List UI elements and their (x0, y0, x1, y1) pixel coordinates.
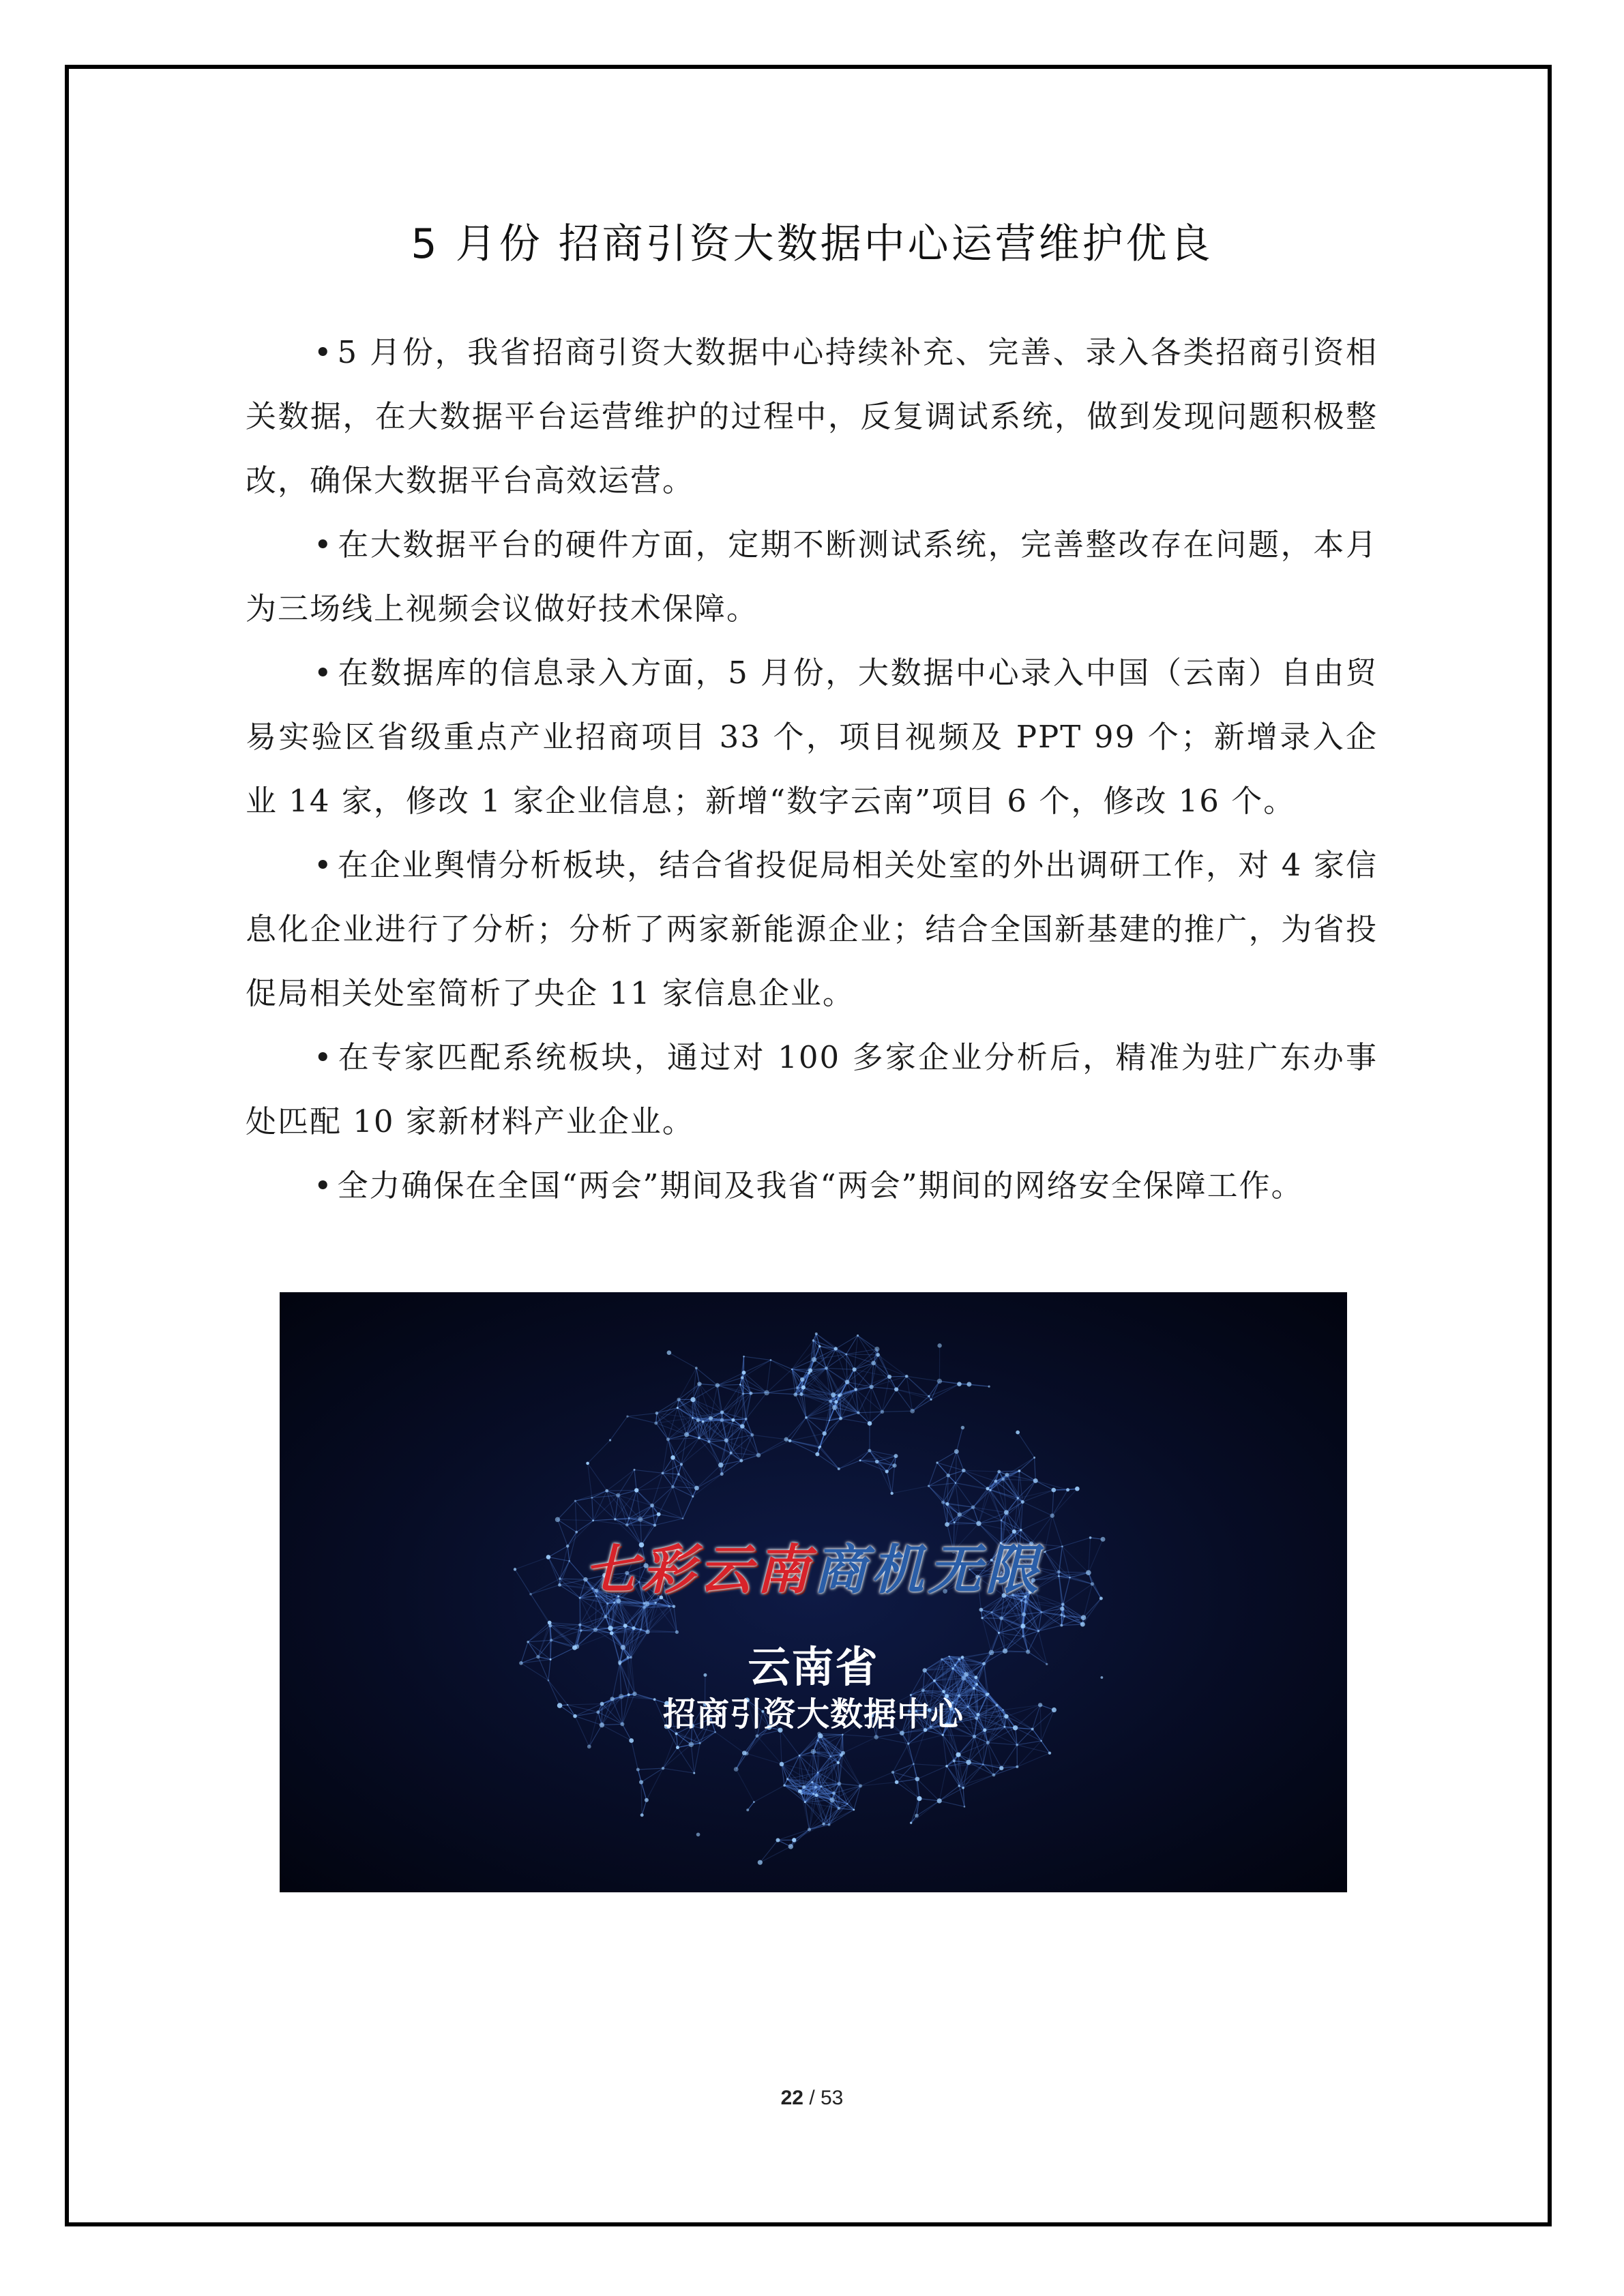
paragraph-text: 在数据库的信息录入方面，5 月份，大数据中心录入中国（云南）自由贸易实验区省级重点产业招商项目 33 个，项目视频及 PPT 99 个；新增录入企业 14 家，修改 1 家企业信息；新增“数字云南”项目 6 个，修改 16 个。 (246, 655, 1378, 819)
bullet-paragraph (246, 641, 1378, 833)
body-text (246, 320, 1378, 1218)
bullet-paragraph (246, 1154, 1378, 1218)
paragraph-text: 在大数据平台的硬件方面，定期不断测试系统，完善整改存在问题，本月为三场线上视频会议做好技术保障。 (246, 526, 1378, 627)
paragraph-text: 5 月份，我省招商引资大数据中心持续补充、完善、录入各类招商引资相关数据，在大数据平台运营维护的过程中，反复调试系统，做到发现问题积极整改，确保大数据平台高效运营。 (246, 334, 1378, 498)
banner-center-name: 招商引资大数据中心 (662, 1695, 964, 1733)
slogan-logo (280, 1527, 1347, 1604)
page-separator: / (803, 2087, 821, 2109)
bullet-icon: • (314, 1167, 334, 1204)
bullet-paragraph (246, 833, 1378, 1026)
slogan-part-a: 七彩云南 (584, 1540, 814, 1601)
bullet-icon: • (314, 847, 334, 883)
banner-province-title: 云南省 (748, 1642, 879, 1692)
paragraph-text: 在企业舆情分析板块，结合省投促局相关处室的外出调研工作，对 4 家信息化企业进行了分析；分析了两家新能源企业；结合全国新基建的推广，为省投促局相关处室简析了央企 11 家信息企业。 (246, 847, 1378, 1011)
bullet-paragraph (246, 513, 1378, 641)
page-number (0, 2087, 1624, 2110)
bullet-icon: • (314, 526, 334, 563)
bullet-paragraph (246, 1026, 1378, 1154)
bullet-icon: • (314, 655, 334, 691)
paragraph-text: 在专家匹配系统板块，通过对 100 多家企业分析后，精准为驻广东办事处匹配 10 家新材料产业企业。 (246, 1039, 1378, 1139)
page-title: 5 月份 招商引资大数据中心运营维护优良 (411, 220, 1213, 268)
bullet-icon: • (314, 1039, 334, 1075)
bullet-paragraph (246, 320, 1378, 513)
paragraph-text: 全力确保在全国“两会”期间及我省“两会”期间的网络安全保障工作。 (337, 1167, 1303, 1204)
bullet-icon: • (314, 334, 334, 370)
page-current: 22 (780, 2087, 803, 2109)
big-data-center-banner-image (280, 1292, 1347, 1892)
slogan-part-b: 商机无限 (813, 1540, 1043, 1601)
page-total: 53 (821, 2087, 844, 2109)
